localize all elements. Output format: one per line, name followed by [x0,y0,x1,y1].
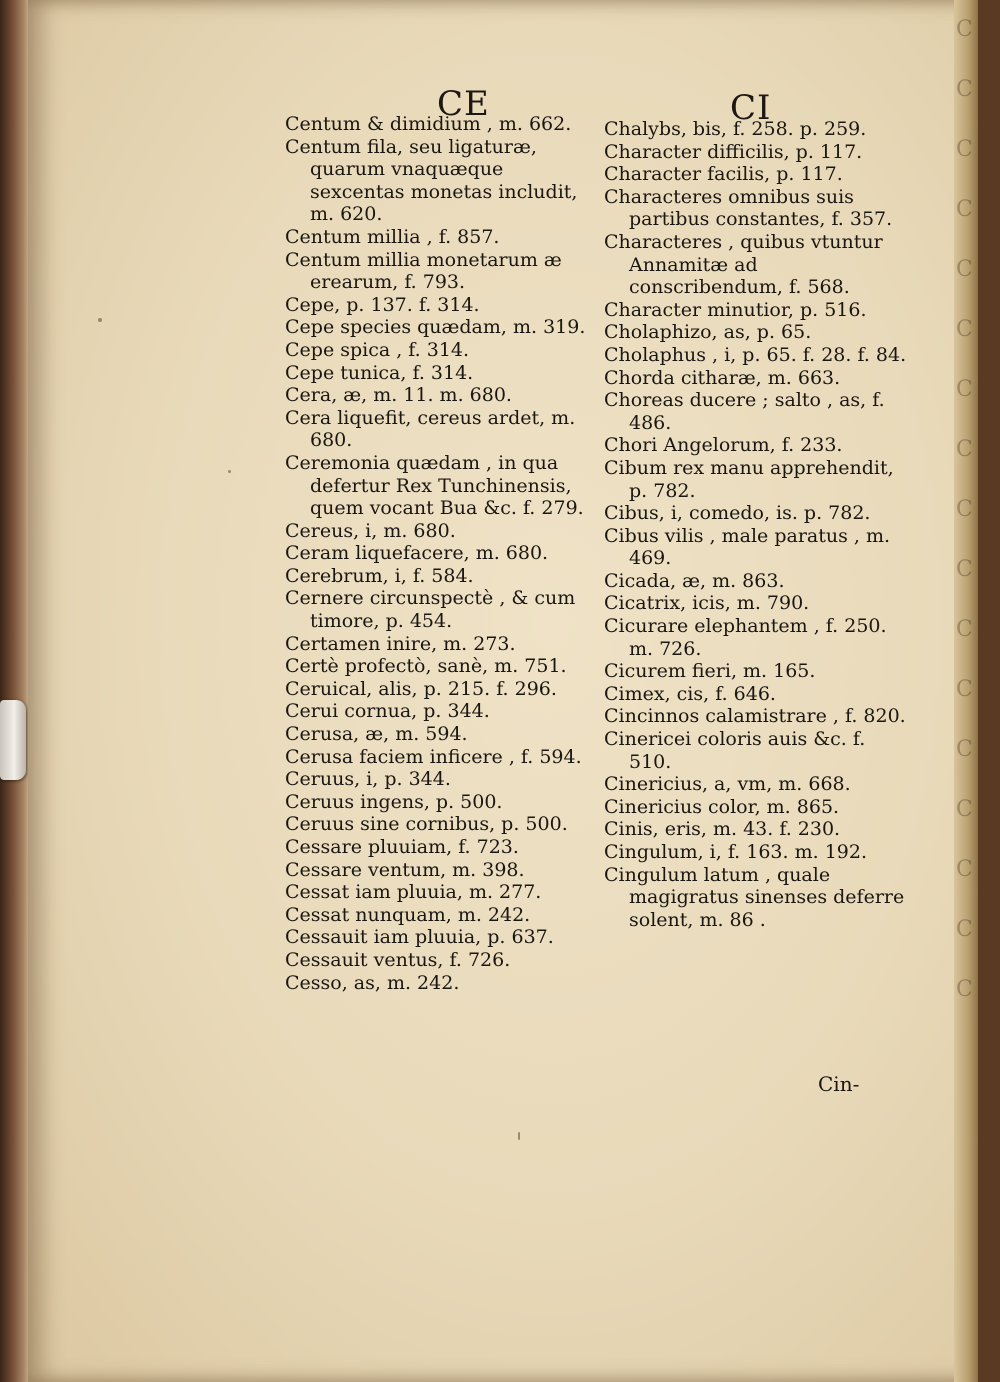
paper-speck [228,470,231,473]
index-entry: Characteres omnibus suis partibus constantes, f. 357. [604,185,893,231]
index-entry: Cessare pluuiam, f. 723. [285,836,519,858]
index-entry: Cernere circunspectè , & cum timore, p. 454. [285,587,582,633]
index-entry: Cingulum, i, f. 163. m. 192. [604,841,867,863]
index-entry: Cinis, eris, m. 43. f. 230. [604,818,841,841]
running-head-right: CI [730,88,772,128]
index-entry: Choreas ducere ; salto , as, f. 486. [604,389,891,434]
index-entry: Character minutior, p. 516. [604,298,867,321]
index-entry: Ceram liquefacere, m. 680. [285,542,549,565]
index-entry: Cicada, æ, m. 863. [604,569,785,592]
index-entry: Cerebrum, i, f. 584. [285,564,474,587]
index-entry: Cinericius color, m. 865. [604,795,840,818]
index-entry: Cessauit iam pluuia, p. 637. [285,926,554,949]
index-entry: Cinericei coloris auis &c. f. 510. [604,728,872,773]
index-entry: Cibum rex manu apprehendit, p. 782. [604,456,900,502]
page-clip [0,700,26,780]
index-entry: Cinericius, a, vm, m. 668. [604,773,851,796]
index-entry: Cingulum latum , quale magigratus sinenses deferre solent, m. 86 . [604,863,911,931]
index-entry: Cepe tunica, f. 314. [285,361,474,384]
index-entry: Cepe species quædam, m. 319. [285,316,586,339]
index-entry: Cessauit ventus, f. 726. [285,948,511,971]
index-entry: Ceruical, alis, p. 215. f. 296. [285,677,557,700]
index-entry: Cessat nunquam, m. 242. [285,903,531,926]
index-entry: Cepe spica , f. 314. [285,338,470,361]
index-entry: Cincinnos calamistrare , f. 820. [604,705,906,728]
index-entry: Cicurem fieri, m. 165. [604,660,816,683]
index-entry: Centum fila, seu ligaturæ, quarum vnaquæque sexcentas monetas includit, m. 620. [285,135,584,226]
index-entry: Ceruus, i, p. 344. [285,768,451,791]
index-entry: Centum millia monetarum æ erearum, f. 793. [285,248,568,294]
book-spine [0,0,30,1382]
right-index-column [604,118,909,931]
index-entry: Character facilis, p. 117. [604,163,843,186]
index-entry: Cibus vilis , male paratus , m. 469. [604,524,897,570]
index-entry: Ceruus ingens, p. 500. [285,790,503,813]
index-entry: Certè profectò, sanè, m. 751. [285,655,567,678]
index-entry: Ceremonia quædam , in qua defertur Rex Tunchinensis, quem vocant Bua &c. f. 279. [285,451,584,520]
index-entry: Cessat iam pluuia, m. 277. [285,881,542,904]
index-entry: Cereus, i, m. 680. [285,519,456,542]
catchword: Cin- [818,1072,860,1096]
left-index-column [285,113,590,994]
index-entry: Cepe, p. 137. f. 314. [285,293,480,316]
index-entry: Certamen inire, m. 273. [285,632,516,655]
index-entry: Cicurare elephantem , f. 250. m. 726. [604,615,893,660]
index-entry: Cerusa, æ, m. 594. [285,723,468,746]
index-entry: Cholaphizo, as, p. 65. [604,321,812,344]
index-entry: Cera, æ, m. 11. m. 680. [285,384,512,407]
index-entry: Characteres , quibus vtuntur Annamitæ ad conscribendum, f. 568. [604,230,889,299]
page-edge [954,0,978,1382]
index-entry: Centum & dimidium , m. 662. [285,113,572,135]
paper-speck [518,1132,520,1140]
index-entry: Chalybs, bis, f. 258. p. 259. [604,118,867,140]
index-entry: Chorda citharæ, m. 663. [604,366,841,389]
index-entry: Cibus, i, comedo, is. p. 782. [604,502,871,525]
paper-speck [98,318,102,322]
index-entry: Cimex, cis, f. 646. [604,682,776,705]
index-entry: Cesso, as, m. 242. [285,971,460,994]
index-entry: Cerusa faciem inficere , f. 594. [285,745,582,768]
index-entry: Cessare ventum, m. 398. [285,858,525,881]
index-entry: Cerui cornua, p. 344. [285,700,490,723]
index-entry: Chori Angelorum, f. 233. [604,434,843,457]
index-entry: Character difficilis, p. 117. [604,140,863,163]
bleed-through-letters: C C C C C C C C C C C C C C C C C [956,17,973,1002]
index-entry: Ceruus sine cornibus, p. 500. [285,813,568,836]
index-entry: Centum millia , f. 857. [285,225,500,248]
index-entry: Cera liquefit, cereus ardet, m. 680. [285,406,582,452]
index-entry: Cicatrix, icis, m. 790. [604,592,810,615]
running-head-left: CE [437,84,490,124]
index-entry: Cholaphus , i, p. 65. f. 28. f. 84. [604,343,907,366]
